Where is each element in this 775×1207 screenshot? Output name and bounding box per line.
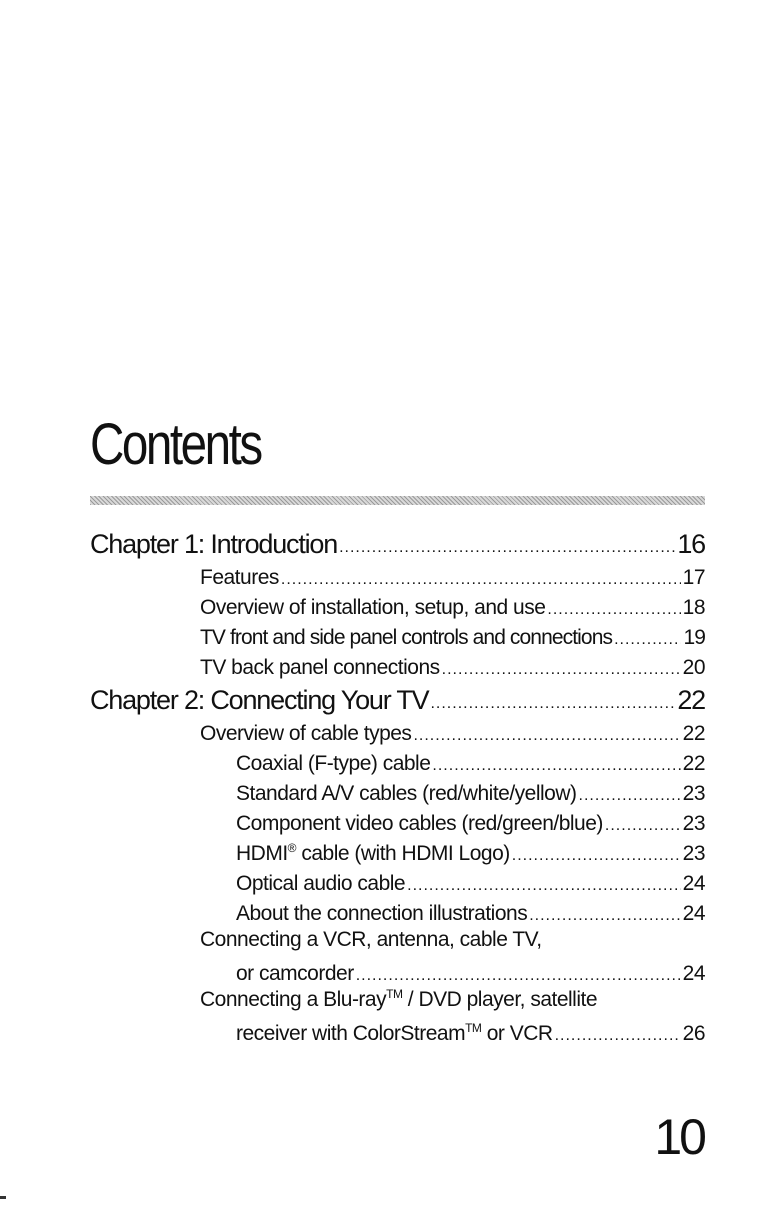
toc-entry-hdmi-cable[interactable] bbox=[236, 836, 705, 868]
toc-entry-label: Features bbox=[200, 566, 279, 589]
toc-entry-features[interactable] bbox=[200, 560, 705, 592]
toc-entry-page: 24 bbox=[682, 902, 705, 925]
toc-entry-connecting-vcr[interactable] bbox=[236, 956, 705, 988]
dot-leader bbox=[430, 696, 675, 712]
toc-entry-label: About the connection illustrations bbox=[236, 902, 528, 925]
toc-entry-page: 20 bbox=[682, 656, 705, 679]
toc-entry-page: 18 bbox=[682, 596, 705, 619]
toc-entry-label bbox=[236, 840, 510, 868]
dot-leader bbox=[339, 540, 675, 556]
toc-entry-connecting-vcr-line1[interactable]: Connecting a VCR, antenna, cable TV, bbox=[200, 928, 542, 951]
toc-entry-page: 19 bbox=[683, 626, 705, 649]
page-number: 10 bbox=[654, 1109, 704, 1165]
toc-entry-chapter-2[interactable] bbox=[90, 684, 705, 716]
or-vcr-text: or VCR bbox=[481, 1022, 553, 1045]
toc-entry-page: 16 bbox=[677, 529, 705, 559]
toc-entry-page: 22 bbox=[682, 752, 705, 775]
toc-entry-cable-types[interactable] bbox=[200, 716, 705, 748]
dot-leader bbox=[442, 662, 681, 678]
toc-entry-chapter-1[interactable] bbox=[90, 528, 705, 560]
toc-entry-overview-installation[interactable] bbox=[200, 590, 705, 622]
toc-entry-label: TV back panel connections bbox=[200, 656, 440, 679]
colorstream-text: receiver with ColorStream bbox=[236, 1022, 466, 1045]
toc-entry-label: or camcorder bbox=[236, 962, 354, 985]
dot-leader bbox=[407, 878, 681, 894]
dot-leader bbox=[432, 758, 680, 774]
toc-entry-label: Overview of installation, setup, and use bbox=[200, 596, 546, 619]
toc-entry-label bbox=[236, 1020, 553, 1048]
toc-entry-label: Standard A/V cables (red/white/yellow) bbox=[236, 782, 577, 805]
toc-entry-page: 22 bbox=[677, 685, 705, 715]
toc-entry-connecting-bluray-line1[interactable] bbox=[200, 986, 597, 1014]
page-title: Contents bbox=[90, 412, 261, 477]
dot-leader bbox=[356, 968, 681, 984]
toc-entry-label: Coaxial (F-type) cable bbox=[236, 752, 431, 775]
toc-entry-standard-av-cables[interactable] bbox=[236, 776, 705, 808]
toc-entry-connection-illustrations[interactable] bbox=[236, 896, 705, 928]
toc-entry-page: 26 bbox=[682, 1022, 705, 1045]
toc-entry-tv-front-panel[interactable] bbox=[200, 620, 705, 652]
toc-entry-label: Chapter 1: Introduction bbox=[90, 529, 338, 559]
toc-entry-component-video-cables[interactable] bbox=[236, 806, 705, 838]
dot-leader bbox=[555, 1028, 681, 1044]
toc-entry-label: Component video cables (red/green/blue) bbox=[236, 812, 603, 835]
toc-entry-label: TV front and side panel controls and connections bbox=[200, 626, 613, 649]
toc-entry-page: 23 bbox=[682, 812, 705, 835]
trademark-mark: TM bbox=[386, 987, 403, 1001]
dot-leader bbox=[579, 788, 681, 804]
toc-entry-label: Optical audio cable bbox=[236, 872, 406, 895]
toc-entry-optical-audio-cable[interactable] bbox=[236, 866, 705, 898]
toc-entry-page: 23 bbox=[682, 782, 705, 805]
toc-entry-page: 24 bbox=[682, 872, 705, 895]
hdmi-cable-text: cable (with HDMI Logo) bbox=[296, 842, 510, 865]
toc-entry-label: Overview of cable types bbox=[200, 722, 412, 745]
dot-leader bbox=[605, 818, 681, 834]
toc-entry-page: 24 bbox=[682, 962, 705, 985]
toc-entry-tv-back-panel[interactable] bbox=[200, 650, 705, 682]
toc-entry-page: 17 bbox=[682, 566, 705, 589]
dot-leader bbox=[281, 572, 681, 588]
toc-entry-connecting-bluray[interactable] bbox=[236, 1016, 705, 1048]
toc-entry-page: 22 bbox=[682, 722, 705, 745]
bluray-text: Connecting a Blu-ray bbox=[200, 988, 387, 1011]
toc-entry-coaxial-cable[interactable] bbox=[236, 746, 705, 778]
hdmi-text: HDMI bbox=[236, 842, 288, 865]
toc-entry-label: Chapter 2: Connecting Your TV bbox=[90, 685, 429, 715]
registered-mark: ® bbox=[287, 841, 297, 855]
dot-leader bbox=[547, 602, 680, 618]
dvd-satellite-text: / DVD player, satellite bbox=[402, 988, 598, 1011]
scan-mark bbox=[0, 1196, 6, 1199]
dot-leader bbox=[512, 848, 681, 864]
toc-entry-page: 23 bbox=[682, 842, 705, 865]
dot-leader bbox=[614, 632, 681, 648]
dot-leader bbox=[529, 908, 680, 924]
dot-leader bbox=[413, 728, 680, 744]
trademark-mark: TM bbox=[465, 1021, 482, 1035]
